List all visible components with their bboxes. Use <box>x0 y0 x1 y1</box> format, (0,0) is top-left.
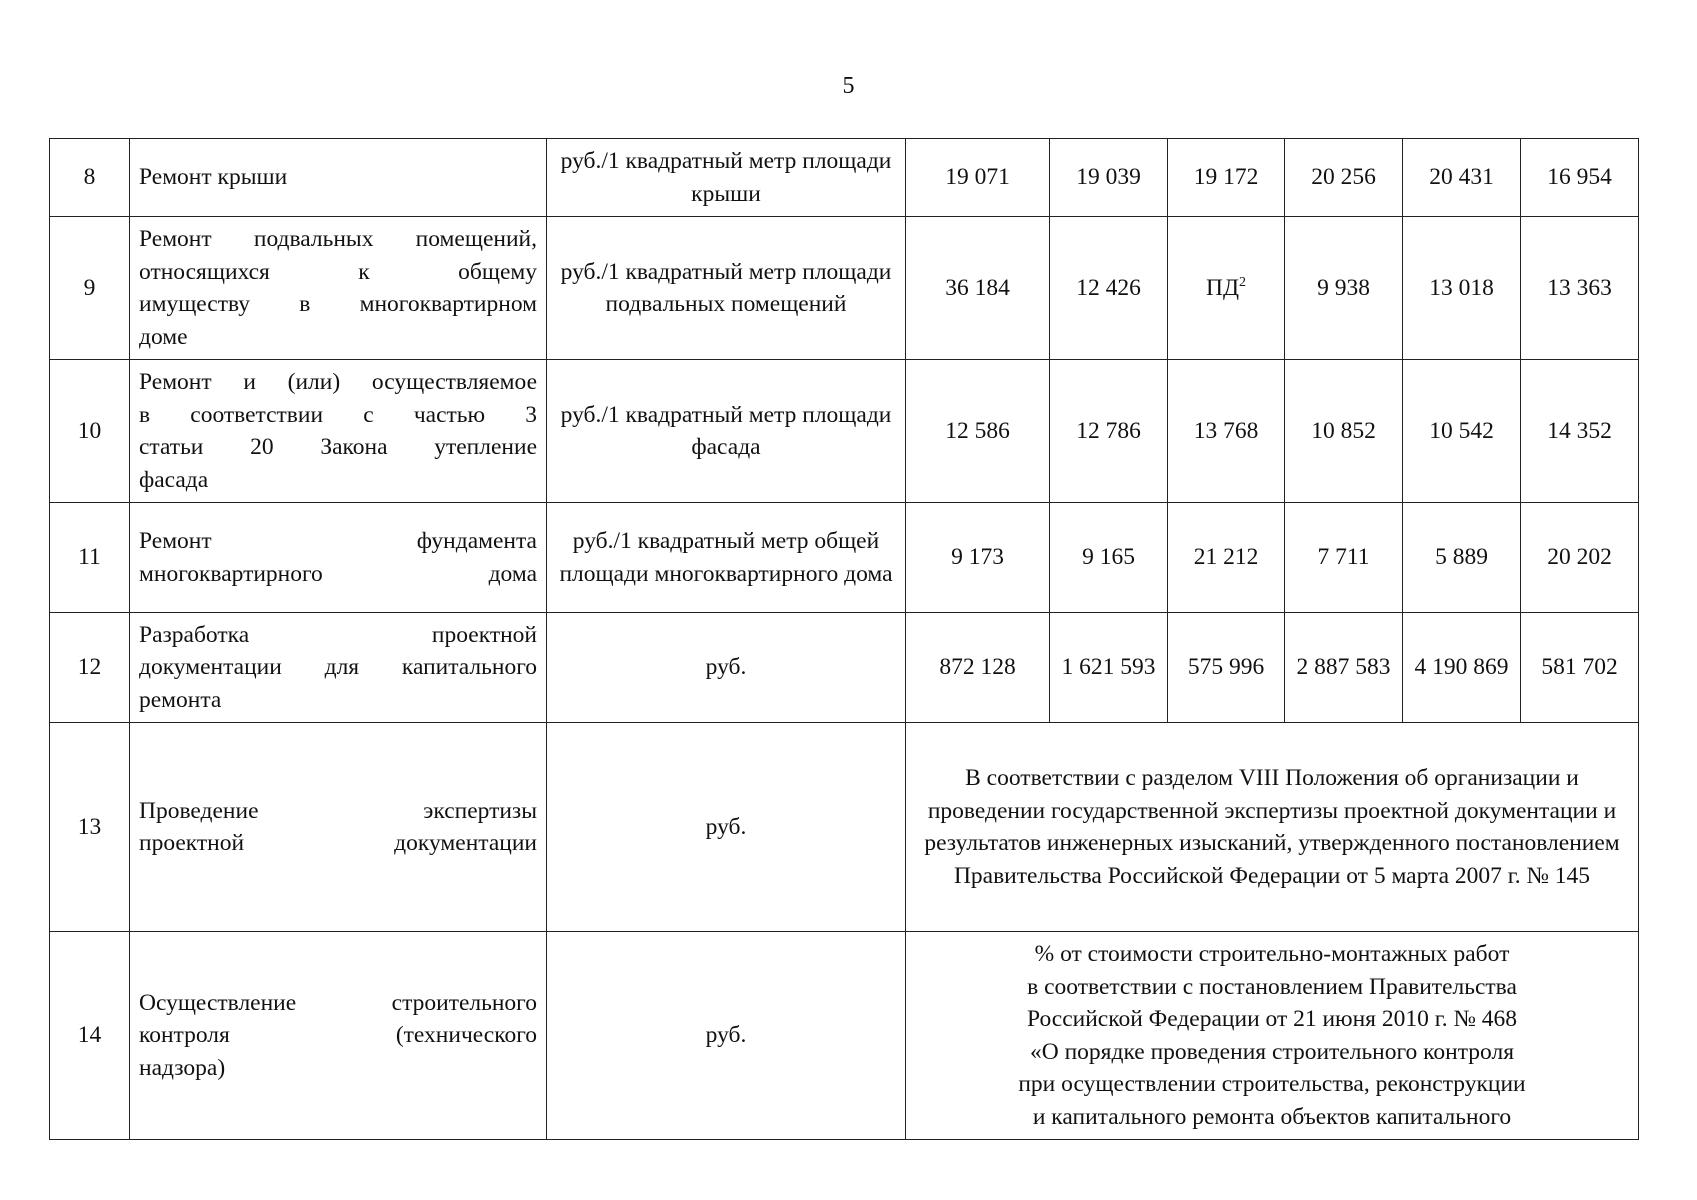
value-cell: 19 071 <box>906 139 1050 217</box>
value-cell: 20 431 <box>1403 139 1521 217</box>
value-cell: 20 202 <box>1521 503 1639 613</box>
value-cell: 21 212 <box>1168 503 1285 613</box>
value-cell: 12 786 <box>1050 360 1168 503</box>
table-row <box>50 217 1639 360</box>
unit-cell: руб./1 квадратный метр общей площади многоквартирного дома <box>547 503 906 613</box>
note-cell: В соответствии с разделом VIII Положения об организации и проведении государственной экспертизы проектной документации и результатов инженерных изысканий, утвержденного постановлением Правительства Российской Федерации от 5 марта 2007 г. № 145 <box>906 723 1639 932</box>
value-cell-pd <box>1168 217 1285 360</box>
value-cell: 10 852 <box>1285 360 1403 503</box>
row-number: 14 <box>50 932 130 1140</box>
work-name: Ремонт и (или) осуществляемое в соответствии с частью 3 статьи 20 Закона утепление фасада <box>130 360 547 503</box>
value-cell: 9 165 <box>1050 503 1168 613</box>
page-number: 5 <box>842 73 855 99</box>
value-cell: 19 039 <box>1050 139 1168 217</box>
value-cell: 20 256 <box>1285 139 1403 217</box>
value-cell: 9 173 <box>906 503 1050 613</box>
row-number: 9 <box>50 217 130 360</box>
table-row <box>50 360 1639 503</box>
row-number: 11 <box>50 503 130 613</box>
work-name: Ремонт крыши <box>130 139 547 217</box>
work-name: Осуществление строительного контроля (технического надзора) <box>130 932 547 1140</box>
pd-text: ПД <box>1205 274 1239 301</box>
table-row <box>50 932 1639 1140</box>
value-cell: 12 426 <box>1050 217 1168 360</box>
row-number: 8 <box>50 139 130 217</box>
value-cell: 19 172 <box>1168 139 1285 217</box>
unit-cell: руб./1 квадратный метр площади фасада <box>547 360 906 503</box>
value-cell: 872 128 <box>906 613 1050 723</box>
unit-cell: руб. <box>547 723 906 932</box>
value-cell: 13 768 <box>1168 360 1285 503</box>
row-number: 10 <box>50 360 130 503</box>
note-cell: % от стоимости строительно-монтажных работ в соответствии с постановлением Правительства Российской Федерации от 21 июня 2010 г. № 468 «О порядке проведения строительного контроля при осуществлении строительства, реконструкции и капитального ремонта объектов капитального <box>906 932 1639 1140</box>
value-cell: 9 938 <box>1285 217 1403 360</box>
table-row <box>50 139 1639 217</box>
value-cell: 575 996 <box>1168 613 1285 723</box>
table-row <box>50 723 1639 932</box>
footnote-mark: 2 <box>1239 274 1246 290</box>
value-cell: 16 954 <box>1521 139 1639 217</box>
work-name: Проведение экспертизы проектной документации <box>130 723 547 932</box>
value-cell: 7 711 <box>1285 503 1403 613</box>
table-row <box>50 503 1639 613</box>
value-cell: 13 363 <box>1521 217 1639 360</box>
value-cell: 5 889 <box>1403 503 1521 613</box>
value-cell: 2 887 583 <box>1285 613 1403 723</box>
value-cell: 14 352 <box>1521 360 1639 503</box>
value-cell: 10 542 <box>1403 360 1521 503</box>
work-name: Разработка проектной документации для капитального ремонта <box>130 613 547 723</box>
value-cell: 13 018 <box>1403 217 1521 360</box>
row-number: 12 <box>50 613 130 723</box>
rates-table <box>49 138 1639 1140</box>
value-cell: 36 184 <box>906 217 1050 360</box>
row-number: 13 <box>50 723 130 932</box>
unit-cell: руб./1 квадратный метр площади подвальных помещений <box>547 217 906 360</box>
value-cell: 4 190 869 <box>1403 613 1521 723</box>
work-name: Ремонт подвальных помещений, относящихся к общему имуществу в многоквартирном доме <box>130 217 547 360</box>
value-cell: 1 621 593 <box>1050 613 1168 723</box>
unit-cell: руб./1 квадратный метр площади крыши <box>547 139 906 217</box>
unit-cell: руб. <box>547 932 906 1140</box>
unit-cell: руб. <box>547 613 906 723</box>
value-cell: 12 586 <box>906 360 1050 503</box>
work-name: Ремонт фундамента многоквартирного дома <box>130 503 547 613</box>
table-row <box>50 613 1639 723</box>
value-cell: 581 702 <box>1521 613 1639 723</box>
